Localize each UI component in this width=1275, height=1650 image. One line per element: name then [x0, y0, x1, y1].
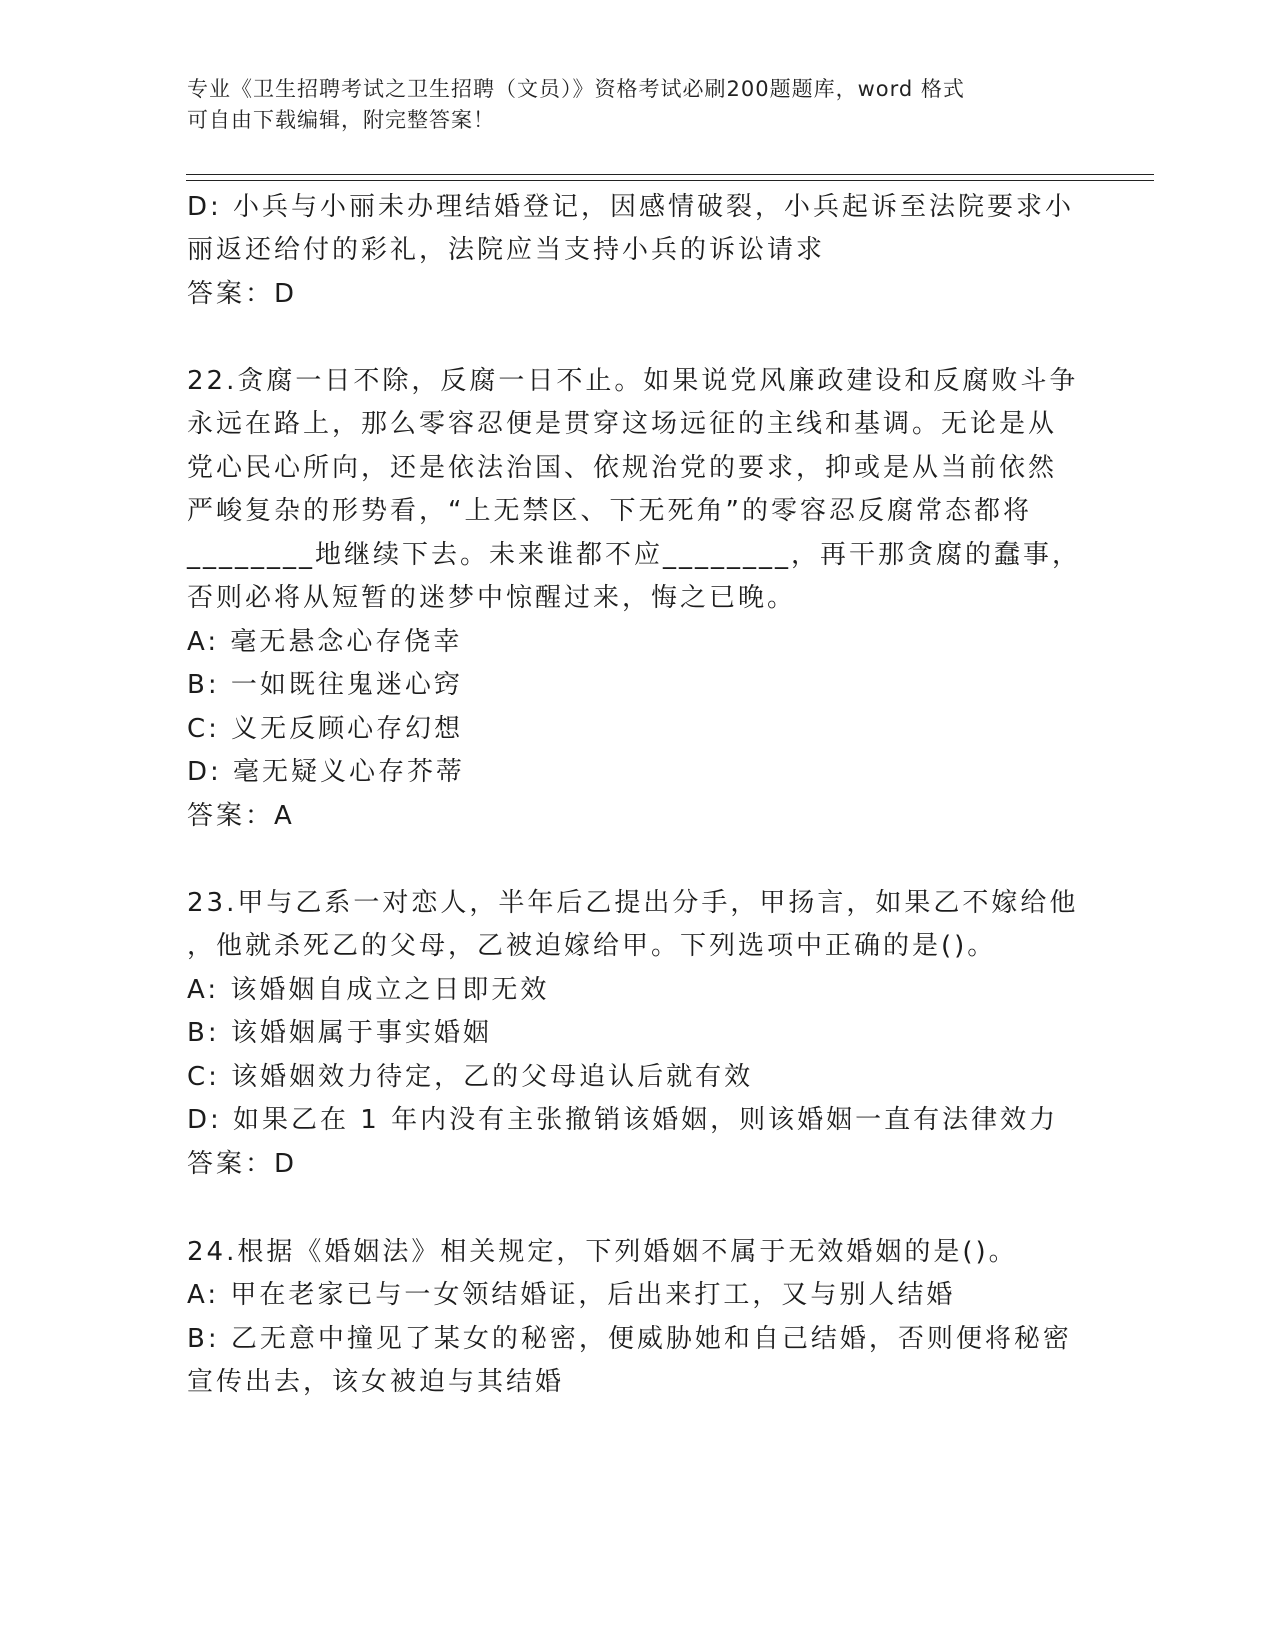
q23-stem-line-2: ，他就杀死乙的父母，乙被迫嫁给甲。下列选项中正确的是()。	[187, 931, 997, 961]
q21-option-d-line-2: 丽返还给付的彩礼，法院应当支持小兵的诉讼请求	[187, 235, 826, 265]
q23-answer: 答案：D	[187, 1149, 298, 1179]
q23-option-c: C: 该婚姻效力待定，乙的父母追认后就有效	[187, 1062, 754, 1092]
q22-answer: 答案：A	[187, 801, 295, 831]
q21-option-d-line-1: D: 小兵与小丽未办理结婚登记，因感情破裂，小兵起诉至法院要求小	[187, 192, 1075, 222]
q23-stem-line-1: 23.甲与乙系一对恋人，半年后乙提出分手，甲扬言，如果乙不嫁给他	[187, 888, 1079, 918]
document-header	[187, 74, 1067, 136]
header-line-2: 可自由下载编辑，附完整答案！	[187, 108, 495, 132]
q23-option-a: A: 该婚姻自成立之日即无效	[187, 975, 550, 1005]
q24-option-b-line-2: 宣传出去，该女被迫与其结婚	[187, 1367, 565, 1397]
q22-option-b: B: 一如既往鬼迷心窍	[187, 670, 463, 700]
q22-stem-line-3: 党心民心所向，还是依法治国、依规治党的要求，抑或是从当前依然	[187, 453, 1058, 483]
q22-stem-line-6: 否则必将从短暂的迷梦中惊醒过来，悔之已晚。	[187, 583, 797, 613]
header-rule-top	[186, 174, 1154, 175]
header-line-1: 专业《卫生招聘考试之卫生招聘（文员）》资格考试必刷200题题库，word 格式	[187, 77, 965, 101]
q23-option-d: D: 如果乙在 1 年内没有主张撤销该婚姻，则该婚姻一直有法律效力	[187, 1105, 1059, 1135]
q22-stem-line-4: 严峻复杂的形势看，“上无禁区、下无死角”的零容忍反腐常态都将	[187, 496, 1032, 526]
q22-option-c: C: 义无反顾心存幻想	[187, 714, 464, 744]
q24-option-a: A: 甲在老家已与一女领结婚证，后出来打工，又与别人结婚	[187, 1280, 956, 1310]
q22-stem-line-1: 22.贪腐一日不除，反腐一日不止。如果说党风廉政建设和反腐败斗争	[187, 366, 1079, 396]
q24-stem-line-1: 24.根据《婚姻法》相关规定，下列婚姻不属于无效婚姻的是()。	[187, 1237, 1018, 1267]
q22-stem-line-2: 永远在路上，那么零容忍便是贯穿这场远征的主线和基调。无论是从	[187, 409, 1058, 439]
q22-option-a: A: 毫无悬念心存侥幸	[187, 627, 463, 657]
q23-option-b: B: 该婚姻属于事实婚姻	[187, 1018, 492, 1048]
q24-option-b-line-1: B: 乙无意中撞见了某女的秘密，便威胁她和自己结婚，否则便将秘密	[187, 1324, 1072, 1354]
q21-answer: 答案：D	[187, 279, 298, 309]
q22-stem-line-5: ________地继续下去。未来谁都不应________，再干那贪腐的蠢事，	[187, 540, 1082, 570]
q22-option-d: D: 毫无疑义心存芥蒂	[187, 757, 466, 787]
header-rule-bottom	[186, 180, 1154, 181]
